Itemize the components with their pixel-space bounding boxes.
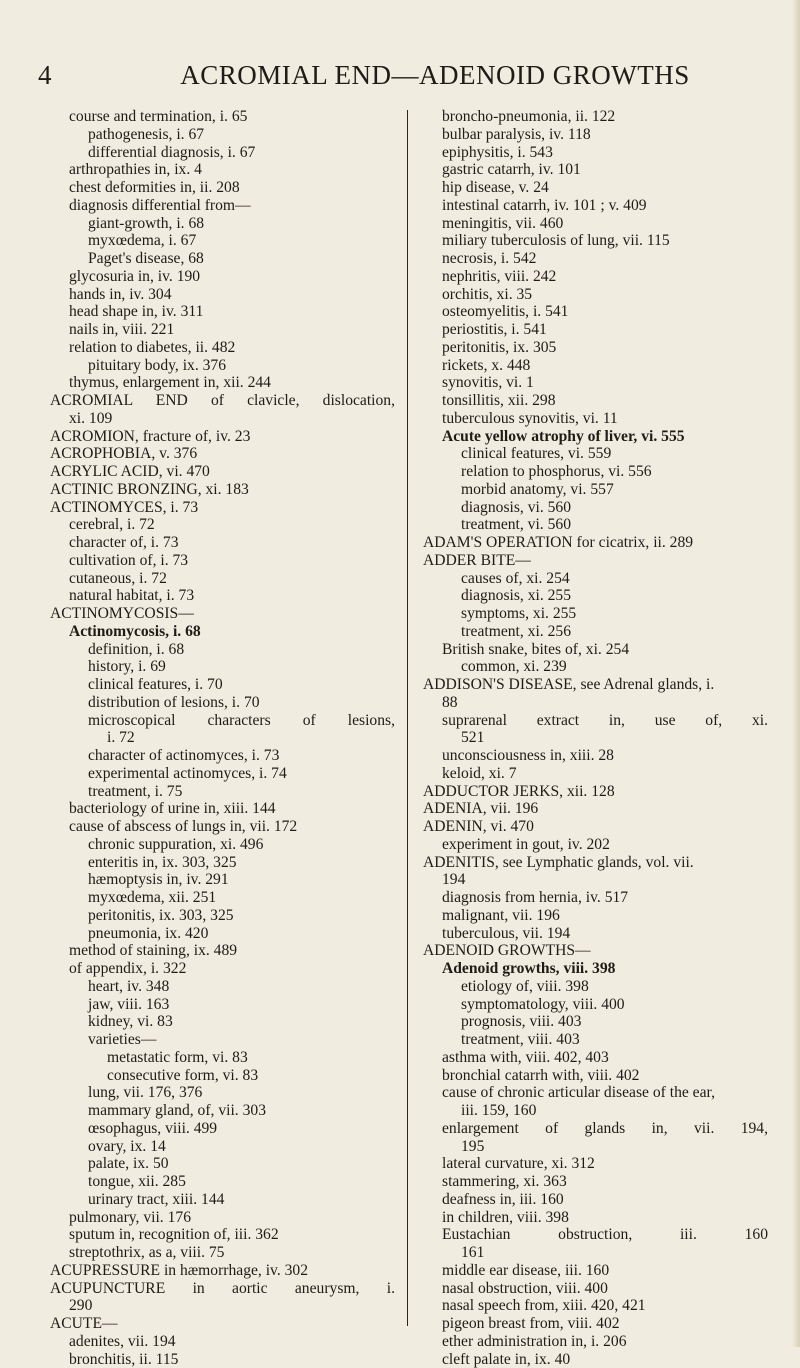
- index-entry: intestinal catarrh, iv. 101 ; v. 409: [423, 197, 768, 215]
- index-entry: Adenoid growths, viii. 398: [423, 960, 768, 978]
- index-entry: pulmonary, vii. 176: [50, 1209, 395, 1227]
- index-column-left: [50, 108, 395, 1368]
- index-entry: ADENOID GROWTHS—: [423, 942, 768, 960]
- index-entry: lateral curvature, xi. 312: [423, 1155, 768, 1173]
- index-entry: meningitis, vii. 460: [423, 215, 768, 233]
- index-entry: history, i. 69: [50, 658, 395, 676]
- index-entry: ADDER BITE—: [423, 552, 768, 570]
- index-entry: diagnosis differential from—: [50, 197, 395, 215]
- index-entry: palate, ix. 50: [50, 1155, 395, 1173]
- index-entry: diagnosis from hernia, iv. 517: [423, 889, 768, 907]
- index-entry: tuberculous synovitis, vi. 11: [423, 410, 768, 428]
- index-entry: symptomatology, viii. 400: [423, 996, 768, 1014]
- index-entry: suprarenal extract in, use of, xi.: [423, 712, 768, 730]
- page-number: 4: [38, 60, 52, 90]
- index-entry: nasal speech from, xiii. 420, 421: [423, 1297, 768, 1315]
- index-entry: ADENIA, vii. 196: [423, 800, 768, 818]
- index-entry: lung, vii. 176, 376: [50, 1084, 395, 1102]
- index-entry: mammary gland, of, vii. 303: [50, 1102, 395, 1120]
- index-entry: Actinomycosis, i. 68: [50, 623, 395, 641]
- index-entry: distribution of lesions, i. 70: [50, 694, 395, 712]
- index-entry: necrosis, i. 542: [423, 250, 768, 268]
- index-entry: diagnosis, xi. 255: [423, 587, 768, 605]
- index-entry: osteomyelitis, i. 541: [423, 303, 768, 321]
- index-entry: Acute yellow atrophy of liver, vi. 555: [423, 428, 768, 446]
- index-entry: treatment, i. 75: [50, 783, 395, 801]
- index-entry: treatment, viii. 403: [423, 1031, 768, 1049]
- index-entry: 521: [423, 729, 768, 747]
- index-entry: enteritis in, ix. 303, 325: [50, 854, 395, 872]
- index-entry: deafness in, iii. 160: [423, 1191, 768, 1209]
- index-entry: relation to diabetes, ii. 482: [50, 339, 395, 357]
- index-entry: stammering, xi. 363: [423, 1173, 768, 1191]
- index-entry: morbid anatomy, vi. 557: [423, 481, 768, 499]
- index-entry: kidney, vi. 83: [50, 1013, 395, 1031]
- running-head: ACROMIAL END—ADENOID GROWTHS: [90, 60, 780, 90]
- index-entry: ACUTE—: [50, 1315, 395, 1333]
- index-entry: relation to phosphorus, vi. 556: [423, 463, 768, 481]
- index-entry: varieties—: [50, 1031, 395, 1049]
- index-entry: 195: [423, 1138, 768, 1156]
- index-entry: ACTINOMYCES, i. 73: [50, 499, 395, 517]
- index-entry: tuberculous, vii. 194: [423, 925, 768, 943]
- index-entry: glycosuria in, iv. 190: [50, 268, 395, 286]
- index-entry: ACROPHOBIA, v. 376: [50, 445, 395, 463]
- index-entry: hands in, iv. 304: [50, 286, 395, 304]
- index-entry: ACUPUNCTURE in aortic aneurysm, i.: [50, 1280, 395, 1298]
- index-entry: 88: [423, 694, 768, 712]
- index-entry: unconsciousness in, xiii. 28: [423, 747, 768, 765]
- index-entry: œsophagus, viii. 499: [50, 1120, 395, 1138]
- index-entry: myxœdema, i. 67: [50, 232, 395, 250]
- index-entry: method of staining, ix. 489: [50, 942, 395, 960]
- index-entry: ADAM'S OPERATION for cicatrix, ii. 289: [423, 534, 768, 552]
- index-entry: character of actinomyces, i. 73: [50, 747, 395, 765]
- index-entry: ACUPRESSURE in hæmorrhage, iv. 302: [50, 1262, 395, 1280]
- index-entry: ovary, ix. 14: [50, 1138, 395, 1156]
- index-entry: chest deformities in, ii. 208: [50, 179, 395, 197]
- index-entry: prognosis, viii. 403: [423, 1013, 768, 1031]
- index-entry: urinary tract, xiii. 144: [50, 1191, 395, 1209]
- index-entry: ADENIN, vi. 470: [423, 818, 768, 836]
- index-entry: British snake, bites of, xi. 254: [423, 641, 768, 659]
- index-entry: arthropathies in, ix. 4: [50, 161, 395, 179]
- index-entry: rickets, x. 448: [423, 357, 768, 375]
- index-entry: giant-growth, i. 68: [50, 215, 395, 233]
- index-entry: pituitary body, ix. 376: [50, 357, 395, 375]
- index-entry: hæmoptysis in, iv. 291: [50, 871, 395, 889]
- index-entry: symptoms, xi. 255: [423, 605, 768, 623]
- index-entry: hip disease, v. 24: [423, 179, 768, 197]
- index-entry: bronchial catarrh with, viii. 402: [423, 1067, 768, 1085]
- index-entry: ADDISON'S DISEASE, see Adrenal glands, i.: [423, 676, 768, 694]
- index-entry: clinical features, vi. 559: [423, 445, 768, 463]
- page-edge-shadow: [792, 0, 800, 1347]
- index-entry: nephritis, viii. 242: [423, 268, 768, 286]
- index-entry: in children, viii. 398: [423, 1209, 768, 1227]
- index-entry: xi. 109: [50, 410, 395, 428]
- index-entry: ADENITIS, see Lymphatic glands, vol. vii.: [423, 854, 768, 872]
- index-entry: clinical features, i. 70: [50, 676, 395, 694]
- page-header: [0, 60, 800, 96]
- index-entry: natural habitat, i. 73: [50, 587, 395, 605]
- index-entry: peritonitis, ix. 305: [423, 339, 768, 357]
- index-entry: bronchitis, ii. 115: [50, 1351, 395, 1368]
- index-entry: periostitis, i. 541: [423, 321, 768, 339]
- index-entry: treatment, xi. 256: [423, 623, 768, 641]
- index-column-right: [423, 108, 768, 1368]
- index-entry: definition, i. 68: [50, 641, 395, 659]
- index-entry: cause of abscess of lungs in, vii. 172: [50, 818, 395, 836]
- index-entry: bulbar paralysis, iv. 118: [423, 126, 768, 144]
- index-entry: epiphysitis, i. 543: [423, 144, 768, 162]
- index-entry: middle ear disease, iii. 160: [423, 1262, 768, 1280]
- index-entry: synovitis, vi. 1: [423, 374, 768, 392]
- column-divider: [407, 110, 408, 1326]
- index-entry: etiology of, viii. 398: [423, 978, 768, 996]
- index-entry: treatment, vi. 560: [423, 516, 768, 534]
- index-entry: ACROMIAL END of clavicle, dislocation,: [50, 392, 395, 410]
- index-entry: tonsillitis, xii. 298: [423, 392, 768, 410]
- index-entry: adenites, vii. 194: [50, 1333, 395, 1351]
- index-entry: ACRYLIC ACID, vi. 470: [50, 463, 395, 481]
- index-entry: ADDUCTOR JERKS, xii. 128: [423, 783, 768, 801]
- index-entry: malignant, vii. 196: [423, 907, 768, 925]
- index-entry: i. 72: [50, 729, 395, 747]
- index-entry: experiment in gout, iv. 202: [423, 836, 768, 854]
- index-entry: cleft palate in, ix. 40: [423, 1351, 768, 1368]
- index-entry: miliary tuberculosis of lung, vii. 115: [423, 232, 768, 250]
- index-entry: ACROMION, fracture of, iv. 23: [50, 428, 395, 446]
- index-entry: Paget's disease, 68: [50, 250, 395, 268]
- index-entry: ACTINIC BRONZING, xi. 183: [50, 481, 395, 499]
- index-entry: heart, iv. 348: [50, 978, 395, 996]
- index-entry: ACTINOMYCOSIS—: [50, 605, 395, 623]
- index-entry: orchitis, xi. 35: [423, 286, 768, 304]
- index-entry: head shape in, iv. 311: [50, 303, 395, 321]
- index-entry: chronic suppuration, xi. 496: [50, 836, 395, 854]
- index-entry: cultivation of, i. 73: [50, 552, 395, 570]
- index-entry: of appendix, i. 322: [50, 960, 395, 978]
- index-entry: keloid, xi. 7: [423, 765, 768, 783]
- index-entry: cause of chronic articular disease of the ear,: [423, 1084, 768, 1102]
- index-entry: character of, i. 73: [50, 534, 395, 552]
- index-entry: pneumonia, ix. 420: [50, 925, 395, 943]
- index-entry: 194: [423, 871, 768, 889]
- index-entry: tongue, xii. 285: [50, 1173, 395, 1191]
- index-entry: 161: [423, 1244, 768, 1262]
- index-entry: differential diagnosis, i. 67: [50, 144, 395, 162]
- index-entry: cutaneous, i. 72: [50, 570, 395, 588]
- index-entry: broncho-pneumonia, ii. 122: [423, 108, 768, 126]
- index-entry: peritonitis, ix. 303, 325: [50, 907, 395, 925]
- index-entry: causes of, xi. 254: [423, 570, 768, 588]
- index-entry: Eustachian obstruction, iii. 160: [423, 1226, 768, 1244]
- index-entry: pigeon breast from, viii. 402: [423, 1315, 768, 1333]
- index-entry: sputum in, recognition of, iii. 362: [50, 1226, 395, 1244]
- index-entry: 290: [50, 1297, 395, 1315]
- index-entry: streptothrix, as a, viii. 75: [50, 1244, 395, 1262]
- index-entry: cerebral, i. 72: [50, 516, 395, 534]
- index-entry: thymus, enlargement in, xii. 244: [50, 374, 395, 392]
- index-entry: asthma with, viii. 402, 403: [423, 1049, 768, 1067]
- index-entry: gastric catarrh, iv. 101: [423, 161, 768, 179]
- index-entry: consecutive form, vi. 83: [50, 1067, 395, 1085]
- index-entry: experimental actinomyces, i. 74: [50, 765, 395, 783]
- index-entry: nasal obstruction, viii. 400: [423, 1280, 768, 1298]
- index-entry: bacteriology of urine in, xiii. 144: [50, 800, 395, 818]
- index-entry: enlargement of glands in, vii. 194,: [423, 1120, 768, 1138]
- index-entry: nails in, viii. 221: [50, 321, 395, 339]
- index-entry: ether administration in, i. 206: [423, 1333, 768, 1351]
- index-entry: diagnosis, vi. 560: [423, 499, 768, 517]
- index-entry: course and termination, i. 65: [50, 108, 395, 126]
- index-entry: metastatic form, vi. 83: [50, 1049, 395, 1067]
- index-entry: iii. 159, 160: [423, 1102, 768, 1120]
- index-entry: jaw, viii. 163: [50, 996, 395, 1014]
- index-entry: microscopical characters of lesions,: [50, 712, 395, 730]
- index-entry: myxœdema, xii. 251: [50, 889, 395, 907]
- index-entry: common, xi. 239: [423, 658, 768, 676]
- index-entry: pathogenesis, i. 67: [50, 126, 395, 144]
